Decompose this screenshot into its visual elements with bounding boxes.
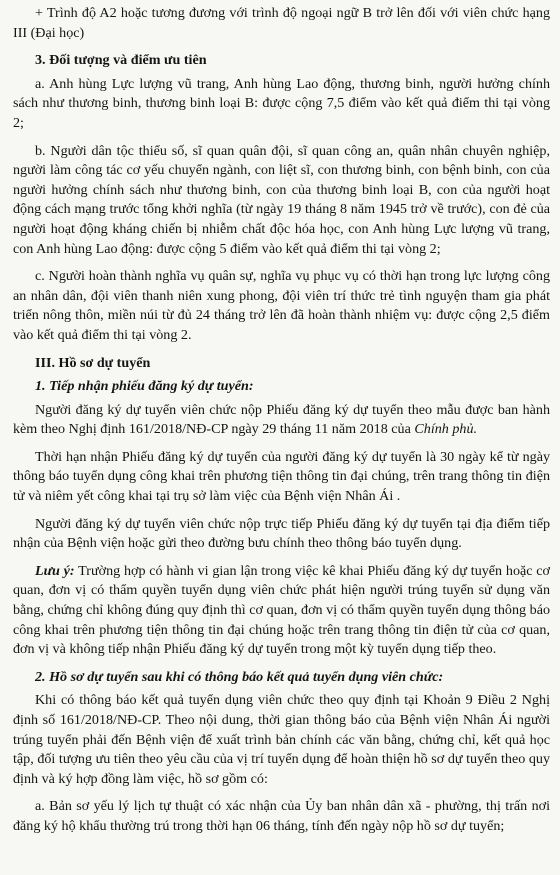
- paragraph-submit-form-text: Người đăng ký dự tuyển viên chức nộp Phiếu đăng ký dự tuyển theo mẫu được ban hành kèm theo Nghị định 161/2018/NĐ-CP ngày 29 tháng 11 năm 2018 của: [13, 401, 550, 438]
- paragraph-priority-c: c. Người hoàn thành nghĩa vụ quân sự, nghĩa vụ phục vụ có thời hạn trong lực lượng công an nhân dân, đội viên thanh niên xung phong, đội viên trí thức trẻ tình nguyện tham gia phát triển nông thôn, miền núi từ đủ 24 tháng trở lên đã hoàn thành nhiệm vụ: được cộng 2,5 điểm vào kết quả điểm thi tại vòng 2.: [13, 268, 550, 343]
- heading-priority: 3. Đối tượng và điểm ưu tiên: [35, 52, 207, 69]
- paragraph-note: [13, 562, 550, 660]
- paragraph-after-result: Khi có thông báo kết quả tuyển dụng viên chức theo quy định tại Khoản 9 Điều 2 Nghị định số 161/2018/NĐ-CP. Theo nội dung, thời gian thông báo của Bệnh viện Nhân Ái người trúng tuyển phải đến Bệnh viện để xuất trình bản chính các văn bằng, chứng chỉ, kết quả học tập, đối tượng ưu tiên theo yêu cầu của vị trí tuyển dụng để hoàn thiện hồ sơ dự tuyển theo quy định và ký hợp đồng làm việc, hồ sơ gồm có:: [13, 692, 550, 787]
- paragraph-submit-form: [13, 401, 550, 440]
- paragraph-submit-form-italic: Chính phủ.: [414, 421, 478, 438]
- note-text: Trường hợp có hành vi gian lận trong việc kê khai Phiếu đăng ký dự tuyển hoặc cơ quan, đơn vị có thẩm quyền tuyển dụng viên chức phát hiện người trúng tuyển sử dụng văn bằng, chứng chỉ không đúng quy định thì cơ quan, đơn vị có thẩm quyền tuyển dụng thông báo công khai trên phương tiện thông tin đại chúng hoặc trên trang thông tin điện tử của cơ quan, đơn vị và không tiếp nhận Phiếu đăng ký dự tuyển trong một kỳ tuyển dụng tiếp theo.: [13, 562, 550, 658]
- note-label: Lưu ý:: [35, 562, 75, 579]
- paragraph-deadline: Thời hạn nhận Phiếu đăng ký dự tuyển của người đăng ký dự tuyển là 30 ngày kể từ ngày thông báo tuyển dụng công khai trên phương tiện thông tin đại chúng, trên trang thông tin điện tử và niêm yết công khai tại trụ sở làm việc của Bệnh viện Nhân Ái .: [13, 448, 550, 505]
- paragraph-cv-requirement: a. Bản sơ yếu lý lịch tự thuật có xác nhận của Ủy ban nhân dân xã - phường, thị trấn nơi đăng ký hộ khẩu thường trú trong thời hạn 06 tháng, tính đến ngày nộp hồ sơ dự tuyển;: [13, 798, 550, 834]
- heading-receive-form: 1. Tiếp nhận phiếu đăng ký dự tuyển:: [35, 378, 254, 395]
- paragraph-submit-method: Người đăng ký dự tuyển viên chức nộp trực tiếp Phiếu đăng ký dự tuyển tại địa điểm tiếp nhận của Bệnh viện hoặc gửi theo đường bưu chính theo thông báo tuyển dụng.: [13, 515, 550, 552]
- heading-after-result: 2. Hồ sơ dự tuyển sau khi có thông báo kết quả tuyển dụng viên chức:: [35, 668, 444, 685]
- paragraph-language-requirement: + Trình độ A2 hoặc tương đương với trình độ ngoại ngữ B trở lên đối với viên chức hạng III (Đại học): [13, 5, 550, 41]
- heading-application-file: III. Hồ sơ dự tuyển: [35, 354, 151, 371]
- paragraph-priority-a: a. Anh hùng Lực lượng vũ trang, Anh hùng Lao động, thương binh, người hưởng chính sách như thương binh, thương binh loại B: được cộng 7,5 điểm vào kết quả điểm thi tại vòng 2;: [13, 75, 550, 131]
- paragraph-priority-b: b. Người dân tộc thiểu số, sĩ quan quân đội, sĩ quan công an, quân nhân chuyên nghiệp, người làm công tác cơ yếu chuyển ngành, con liệt sĩ, con thương binh, con bệnh binh, con của người hưởng chính sách như thương binh, con của thương binh loại B, con của người hoạt động cách mạng trước tổng khởi nghĩa (từ ngày 19 tháng 8 năm 1945 trở về trước), con đẻ của người hoạt động kháng chiến bị nhiễm chất độc hóa học, con Anh hùng Lực lượng vũ trang, con Anh hùng Lao động: được cộng 5 điểm vào kết quả điểm thi tại vòng 2;: [13, 142, 550, 257]
